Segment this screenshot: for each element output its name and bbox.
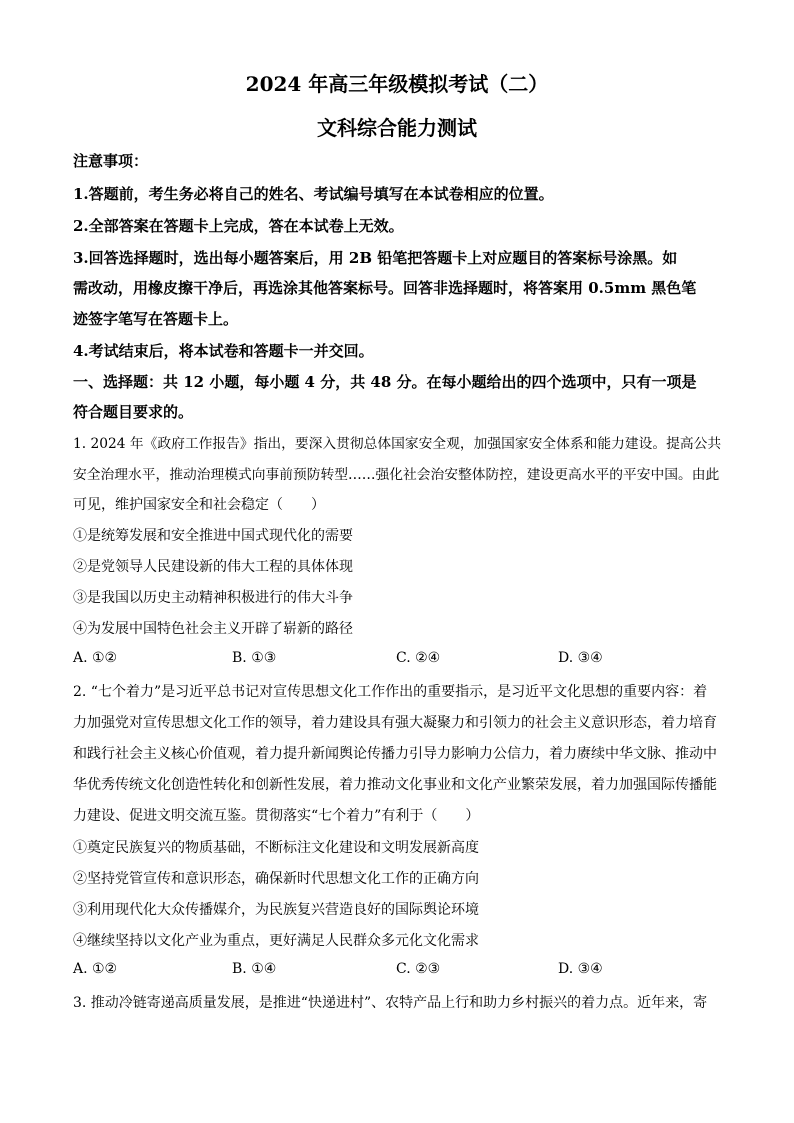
- question-2-stem: 2. “七个着力”是习近平总书记对宣传思想文化工作作出的重要指示，是习近平文化思想的重要内容：着: [73, 684, 708, 700]
- note-item: 1.答题前，考生务必将自己的姓名、考试编号填写在本试卷相应的位置。: [73, 185, 554, 203]
- section-instructions: 一、选择题：共 12 小题，每小题 4 分，共 48 分。在每小题给出的四个选项中，只有一项是: [73, 373, 697, 391]
- question-3-stem: 3. 推动冷链寄递高质量发展，是推进“快递进村”、农特产品上行和助力乡村振兴的着力点。近年来，寄: [73, 995, 708, 1011]
- note-item: 4.考试结束后，将本试卷和答题卡一并交回。: [73, 342, 374, 360]
- note-item: 3.回答选择题时，选出每小题答案后，用 2B 铅笔把答题卡上对应题目的答案标号涂黑。如: [73, 249, 678, 267]
- note-item: 迹签字笔写在答题卡上。: [73, 310, 239, 328]
- question-2-statement: ③利用现代化大众传播媒介，为民族复兴营造良好的国际舆论环境: [73, 902, 479, 918]
- note-item: 2.全部答案在答题卡上完成，答在本试卷上无效。: [73, 217, 404, 235]
- question-2-option-c: C. ②③: [396, 961, 441, 977]
- question-1-stem: 可见，维护国家安全和社会稳定（ ）: [73, 497, 325, 513]
- question-2-statement: ②坚持党管宣传和意识形态，确保新时代思想文化工作的正确方向: [73, 871, 479, 887]
- question-1-statement: ②是党领导人民建设新的伟大工程的具体体现: [73, 559, 353, 575]
- question-1-option-d: D. ③④: [558, 650, 603, 666]
- note-item: 需改动，用橡皮擦干净后，再选涂其他答案标号。回答非选择题时，将答案用 0.5mm 黑色笔: [73, 279, 697, 297]
- exam-subtitle: 文科综合能力测试: [317, 116, 477, 140]
- question-1-option-b: B. ①③: [232, 650, 277, 666]
- question-1-stem: 安全治理水平，推动治理模式向事前预防转型……强化社会治安整体防控，建设更高水平的平安中国。由此: [73, 467, 720, 483]
- question-2-stem: 华优秀传统文化创造性转化和创新性发展，着力推动文化事业和文化产业繁荣发展，着力加强国际传播能: [73, 777, 717, 793]
- question-1-statement: ③是我国以历史主动精神积极进行的伟大斗争: [73, 590, 353, 606]
- question-2-stem: 和践行社会主义核心价值观，着力提升新闻舆论传播力引导力影响力公信力，着力赓续中华文脉、推动中: [73, 746, 717, 762]
- question-1-option-c: C. ②④: [396, 650, 441, 666]
- notes-heading: 注意事项：: [73, 152, 149, 170]
- question-1-statement: ④为发展中国特色社会主义开辟了崭新的路径: [73, 621, 353, 637]
- question-2-stem: 力建设、促进文明交流互鉴。贯彻落实“七个着力”有利于（ ）: [73, 808, 480, 824]
- question-1-stem: 1. 2024 年《政府工作报告》指出，要深入贯彻总体国家安全观，加强国家安全体系和能力建设。提高公共: [73, 436, 722, 452]
- question-2-statement: ④继续坚持以文化产业为重点，更好满足人民群众多元化文化需求: [73, 933, 479, 949]
- question-2-option-d: D. ③④: [558, 961, 603, 977]
- question-2-stem: 力加强党对宣传思想文化工作的领导，着力建设具有强大凝聚力和引领力的社会主义意识形态，着力培育: [73, 715, 717, 731]
- question-1-statement: ①是统筹发展和安全推进中国式现代化的需要: [73, 528, 353, 544]
- section-instructions: 符合题目要求的。: [73, 403, 194, 421]
- question-2-option-a: A. ①②: [73, 961, 118, 977]
- question-2-statement: ①奠定民族复兴的物质基础，不断标注文化建设和文明发展新高度: [73, 840, 479, 856]
- exam-title: 2024 年高三年级模拟考试（二）: [245, 72, 549, 96]
- question-2-option-b: B. ①④: [232, 961, 277, 977]
- question-1-option-a: A. ①②: [73, 650, 118, 666]
